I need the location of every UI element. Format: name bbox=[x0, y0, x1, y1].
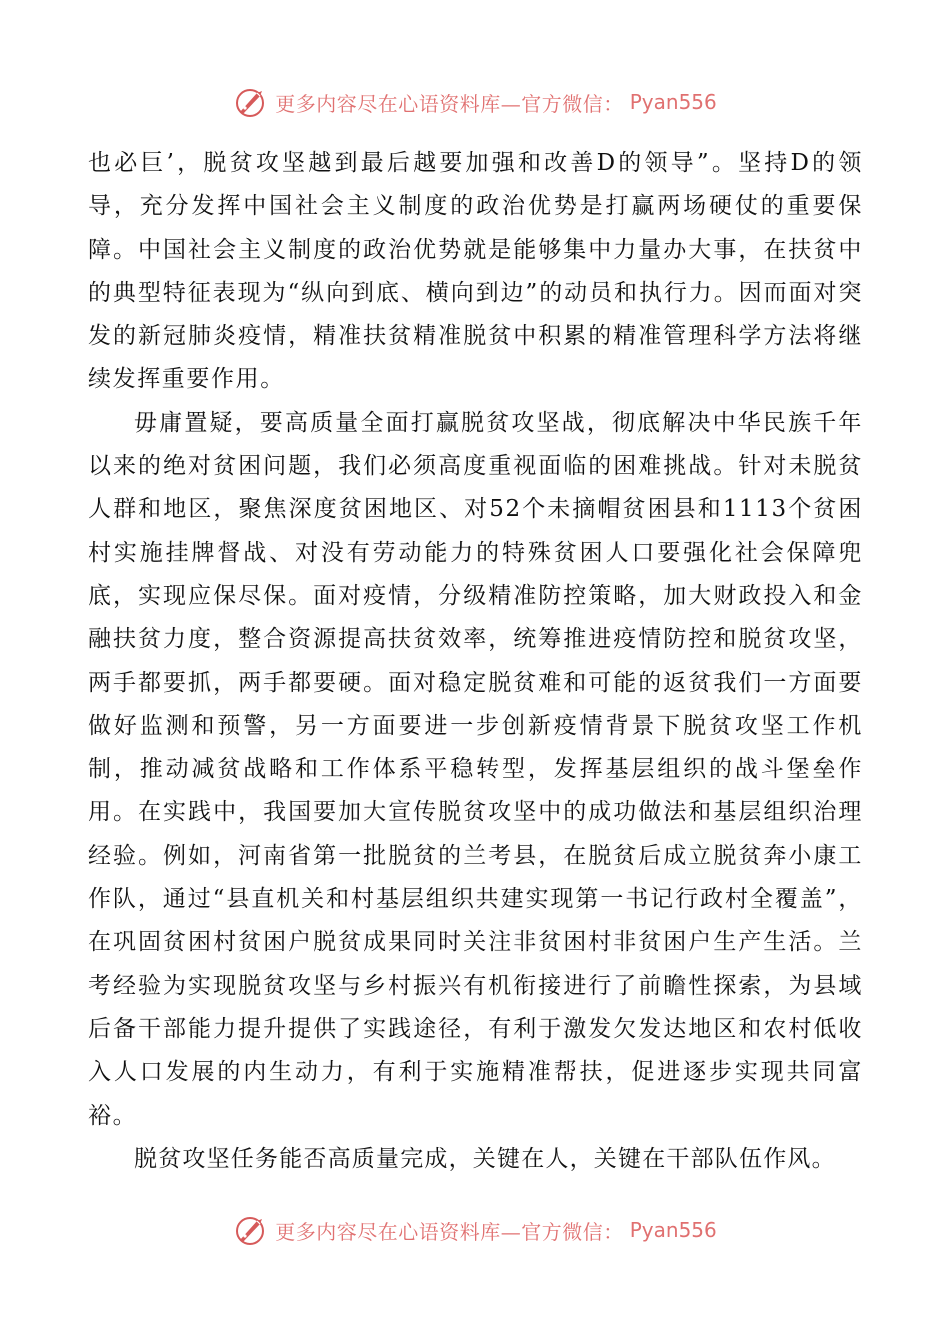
document-body bbox=[88, 142, 863, 1181]
header-watermark-banner bbox=[0, 82, 950, 122]
footer-watermark-banner bbox=[0, 1210, 950, 1250]
header-banner-text: 更多内容尽在心语资料库—官方微信： bbox=[275, 91, 624, 116]
footer-banner-text: 更多内容尽在心语资料库—官方微信： bbox=[275, 1219, 624, 1244]
pen-nib-seal-icon bbox=[233, 1212, 269, 1248]
body-paragraph-3: 脱贫攻坚任务能否高质量完成，关键在人，关键在干部队伍作风。 bbox=[134, 1145, 836, 1172]
footer-banner-id: Pyan556 bbox=[629, 1218, 717, 1242]
body-paragraph-2: 毋庸置疑，要高质量全面打赢脱贫攻坚战，彻底解决中华民族千年以来的绝对贫困问题，我们必须高度重视面临的困难挑战。针对未脱贫人群和地区，聚焦深度贫困地区、对52个未摘帽贫困县和1113个贫困村实施挂牌督战、对没有劳动能力的特殊贫困人口要强化社会保障兜底，实现应保尽保。面对疫情，分级精准防控策略，加大财政投入和金融扶贫力度，整合资源提高扶贫效率，统筹推进疫情防控和脱贫攻坚，两手都要抓，两手都要硬。面对稳定脱贫难和可能的返贫我们一方面要做好监测和预警，另一方面要进一步创新疫情背景下脱贫攻坚工作机制，推动减贫战略和工作体系平稳转型，发挥基层组织的战斗堡垒作用。在实践中，我国要加大宣传脱贫攻坚中的成功做法和基层组织治理经验。例如，河南省第一批脱贫的兰考县，在脱贫后成立脱贫奔小康工作队，通过“县直机关和村基层组织共建实现第一书记行政村全覆盖”，在巩固贫困村贫困户脱贫成果同时关注非贫困村非贫困户生产生活。兰考经验为实现脱贫攻坚与乡村振兴有机衔接进行了前瞻性探索，为县域后备干部能力提升提供了实践途径，有利于激发欠发达地区和农村低收入人口发展的内生动力，有利于实施精准帮扶，促进逐步实现共同富裕。 bbox=[88, 409, 863, 1129]
body-paragraph-1: 也必巨’，脱贫攻坚越到最后越要加强和改善D的领导”。坚持D的领导，充分发挥中国社会主义制度的政治优势是打赢两场硬仗的重要保障。中国社会主义制度的政治优势就是能够集中力量办大事，在扶贫中的典型特征表现为“纵向到底、横向到边”的动员和执行力。因而面对突发的新冠肺炎疫情，精准扶贫精准脱贫中积累的精准管理科学方法将继续发挥重要作用。 bbox=[88, 150, 863, 393]
pen-nib-seal-icon bbox=[233, 84, 269, 120]
header-banner-id: Pyan556 bbox=[629, 90, 717, 114]
